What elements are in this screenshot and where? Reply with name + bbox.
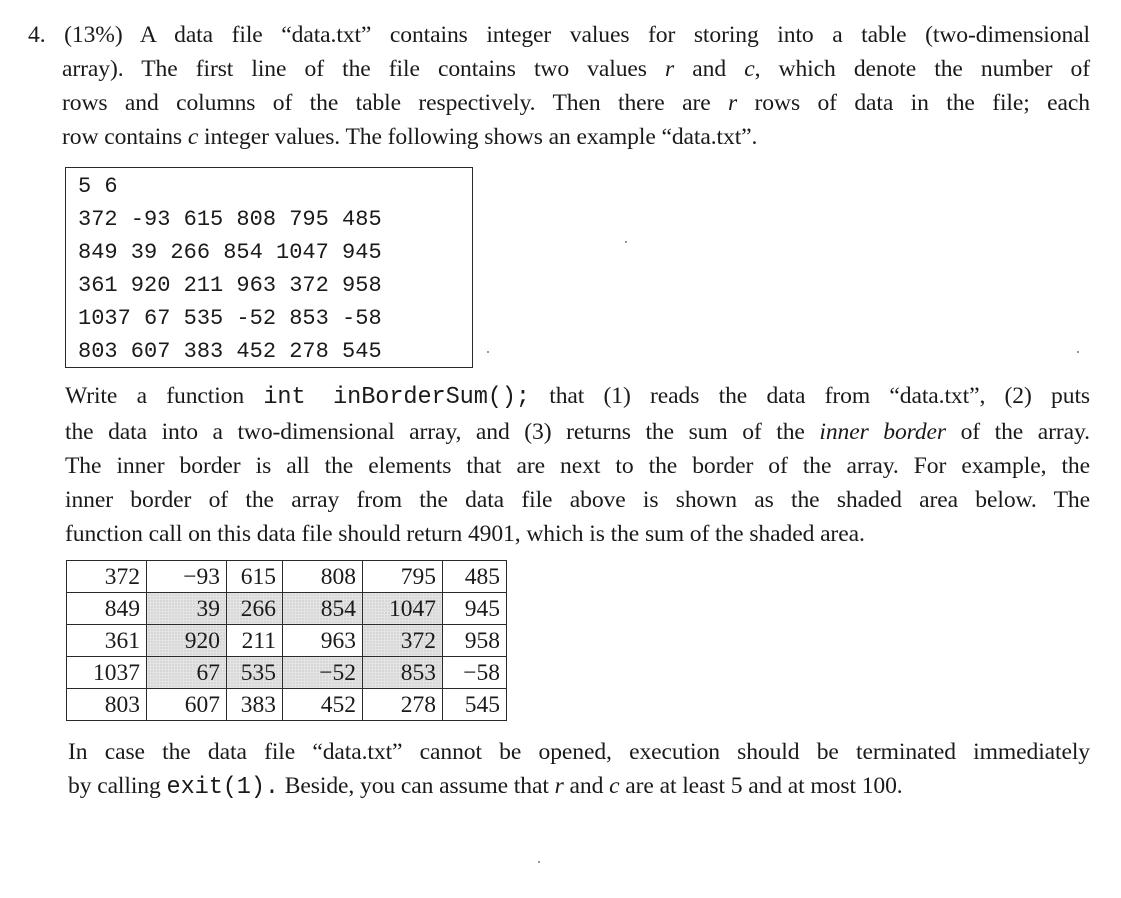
table-cell-shaded: 266 xyxy=(227,593,283,625)
var-r: r xyxy=(728,90,738,116)
table-cell-shaded: 853 xyxy=(363,657,443,689)
table-cell: 452 xyxy=(283,689,363,721)
data-file-line: 361 920 211 963 372 958 xyxy=(78,273,382,298)
task-line-1: Write a function int inBorderSum(); that (1) reads the data from “data.txt”, (2) puts xyxy=(65,383,1090,411)
intro-line-1: 4. (13%) A data file “data.txt” contains integer values for storing into a table (two-dimensional xyxy=(28,22,1090,48)
var-c: c xyxy=(187,124,199,150)
data-file-line: 5 6 xyxy=(78,174,118,199)
var-c: c xyxy=(744,56,755,82)
table-cell-shaded: 372 xyxy=(363,625,443,657)
table-cell: 1037 xyxy=(67,657,147,689)
var-r: r xyxy=(665,56,675,82)
table-cell: 607 xyxy=(147,689,227,721)
var-c: c xyxy=(609,773,620,799)
table-cell-shaded: 67 xyxy=(147,657,227,689)
table-cell: 361 xyxy=(67,625,147,657)
table-cell: 383 xyxy=(227,689,283,721)
var-r: r xyxy=(554,773,564,799)
table-row xyxy=(67,561,507,593)
table-cell: 945 xyxy=(443,593,507,625)
table-cell-shaded: 920 xyxy=(147,625,227,657)
table-cell-shaded: 535 xyxy=(227,657,283,689)
scan-speck xyxy=(625,241,627,243)
table-cell: 963 xyxy=(283,625,363,657)
inner-border-term: inner border xyxy=(819,419,946,445)
table-cell: 545 xyxy=(443,689,507,721)
task-description xyxy=(65,379,1090,551)
table-cell: 211 xyxy=(227,625,283,657)
table-row xyxy=(67,625,507,657)
table-row xyxy=(67,593,507,625)
table-row xyxy=(67,689,507,721)
table-cell: 958 xyxy=(443,625,507,657)
data-file-line: 803 607 383 452 278 545 xyxy=(78,339,382,364)
note xyxy=(68,735,1090,805)
intro-line-3: rows and columns of the table respectively. Then there are r rows of data in the file; each xyxy=(62,90,1090,116)
data-file-line: 849 39 266 854 1047 945 xyxy=(78,240,382,265)
scan-speck xyxy=(1077,351,1079,353)
table-cell: −58 xyxy=(443,657,507,689)
data-file-example xyxy=(65,167,473,368)
note-line-2: by calling exit(1). Beside, you can assume that r and c are at least 5 and at most 100. xyxy=(68,773,903,801)
data-file-line: 1037 67 535 -52 853 -58 xyxy=(78,306,382,331)
intro-line-2: array). The first line of the file contains two values r and c, which denote the number of xyxy=(62,56,1090,82)
table-cell: 615 xyxy=(227,561,283,593)
table-cell: 808 xyxy=(283,561,363,593)
table-cell: 795 xyxy=(363,561,443,593)
scan-speck xyxy=(538,861,540,863)
table-cell: −93 xyxy=(147,561,227,593)
table-cell-shaded: 854 xyxy=(283,593,363,625)
table-cell-shaded: 1047 xyxy=(363,593,443,625)
question-intro xyxy=(28,18,1090,154)
table-cell-shaded: 39 xyxy=(147,593,227,625)
task-line-3: The inner border is all the elements that are next to the border of the array. For example, the xyxy=(65,453,1090,479)
task-line-4: inner border of the array from the data file above is shown as the shaded area below. The xyxy=(65,487,1090,513)
table-cell-shaded: −52 xyxy=(283,657,363,689)
table-row xyxy=(67,657,507,689)
table-cell: 372 xyxy=(67,561,147,593)
data-file-line: 372 -93 615 808 795 485 xyxy=(78,207,382,232)
inner-border-table xyxy=(66,560,507,721)
exit-call: exit(1). xyxy=(166,774,279,801)
table-cell: 485 xyxy=(443,561,507,593)
function-signature: int inBorderSum(); xyxy=(263,384,530,411)
table-cell: 803 xyxy=(67,689,147,721)
note-line-1: In case the data file “data.txt” cannot be opened, execution should be terminated immediately xyxy=(68,739,1090,765)
table-cell: 278 xyxy=(363,689,443,721)
task-line-2: the data into a two-dimensional array, and (3) returns the sum of the inner border of the array. xyxy=(65,419,1090,445)
table-cell: 849 xyxy=(67,593,147,625)
scan-speck xyxy=(487,351,489,353)
question-number: 4. xyxy=(28,22,46,48)
intro-line-4: row contains c integer values. The following shows an example “data.txt”. xyxy=(62,124,758,150)
task-line-5: function call on this data file should return 4901, which is the sum of the shaded area. xyxy=(65,521,865,547)
